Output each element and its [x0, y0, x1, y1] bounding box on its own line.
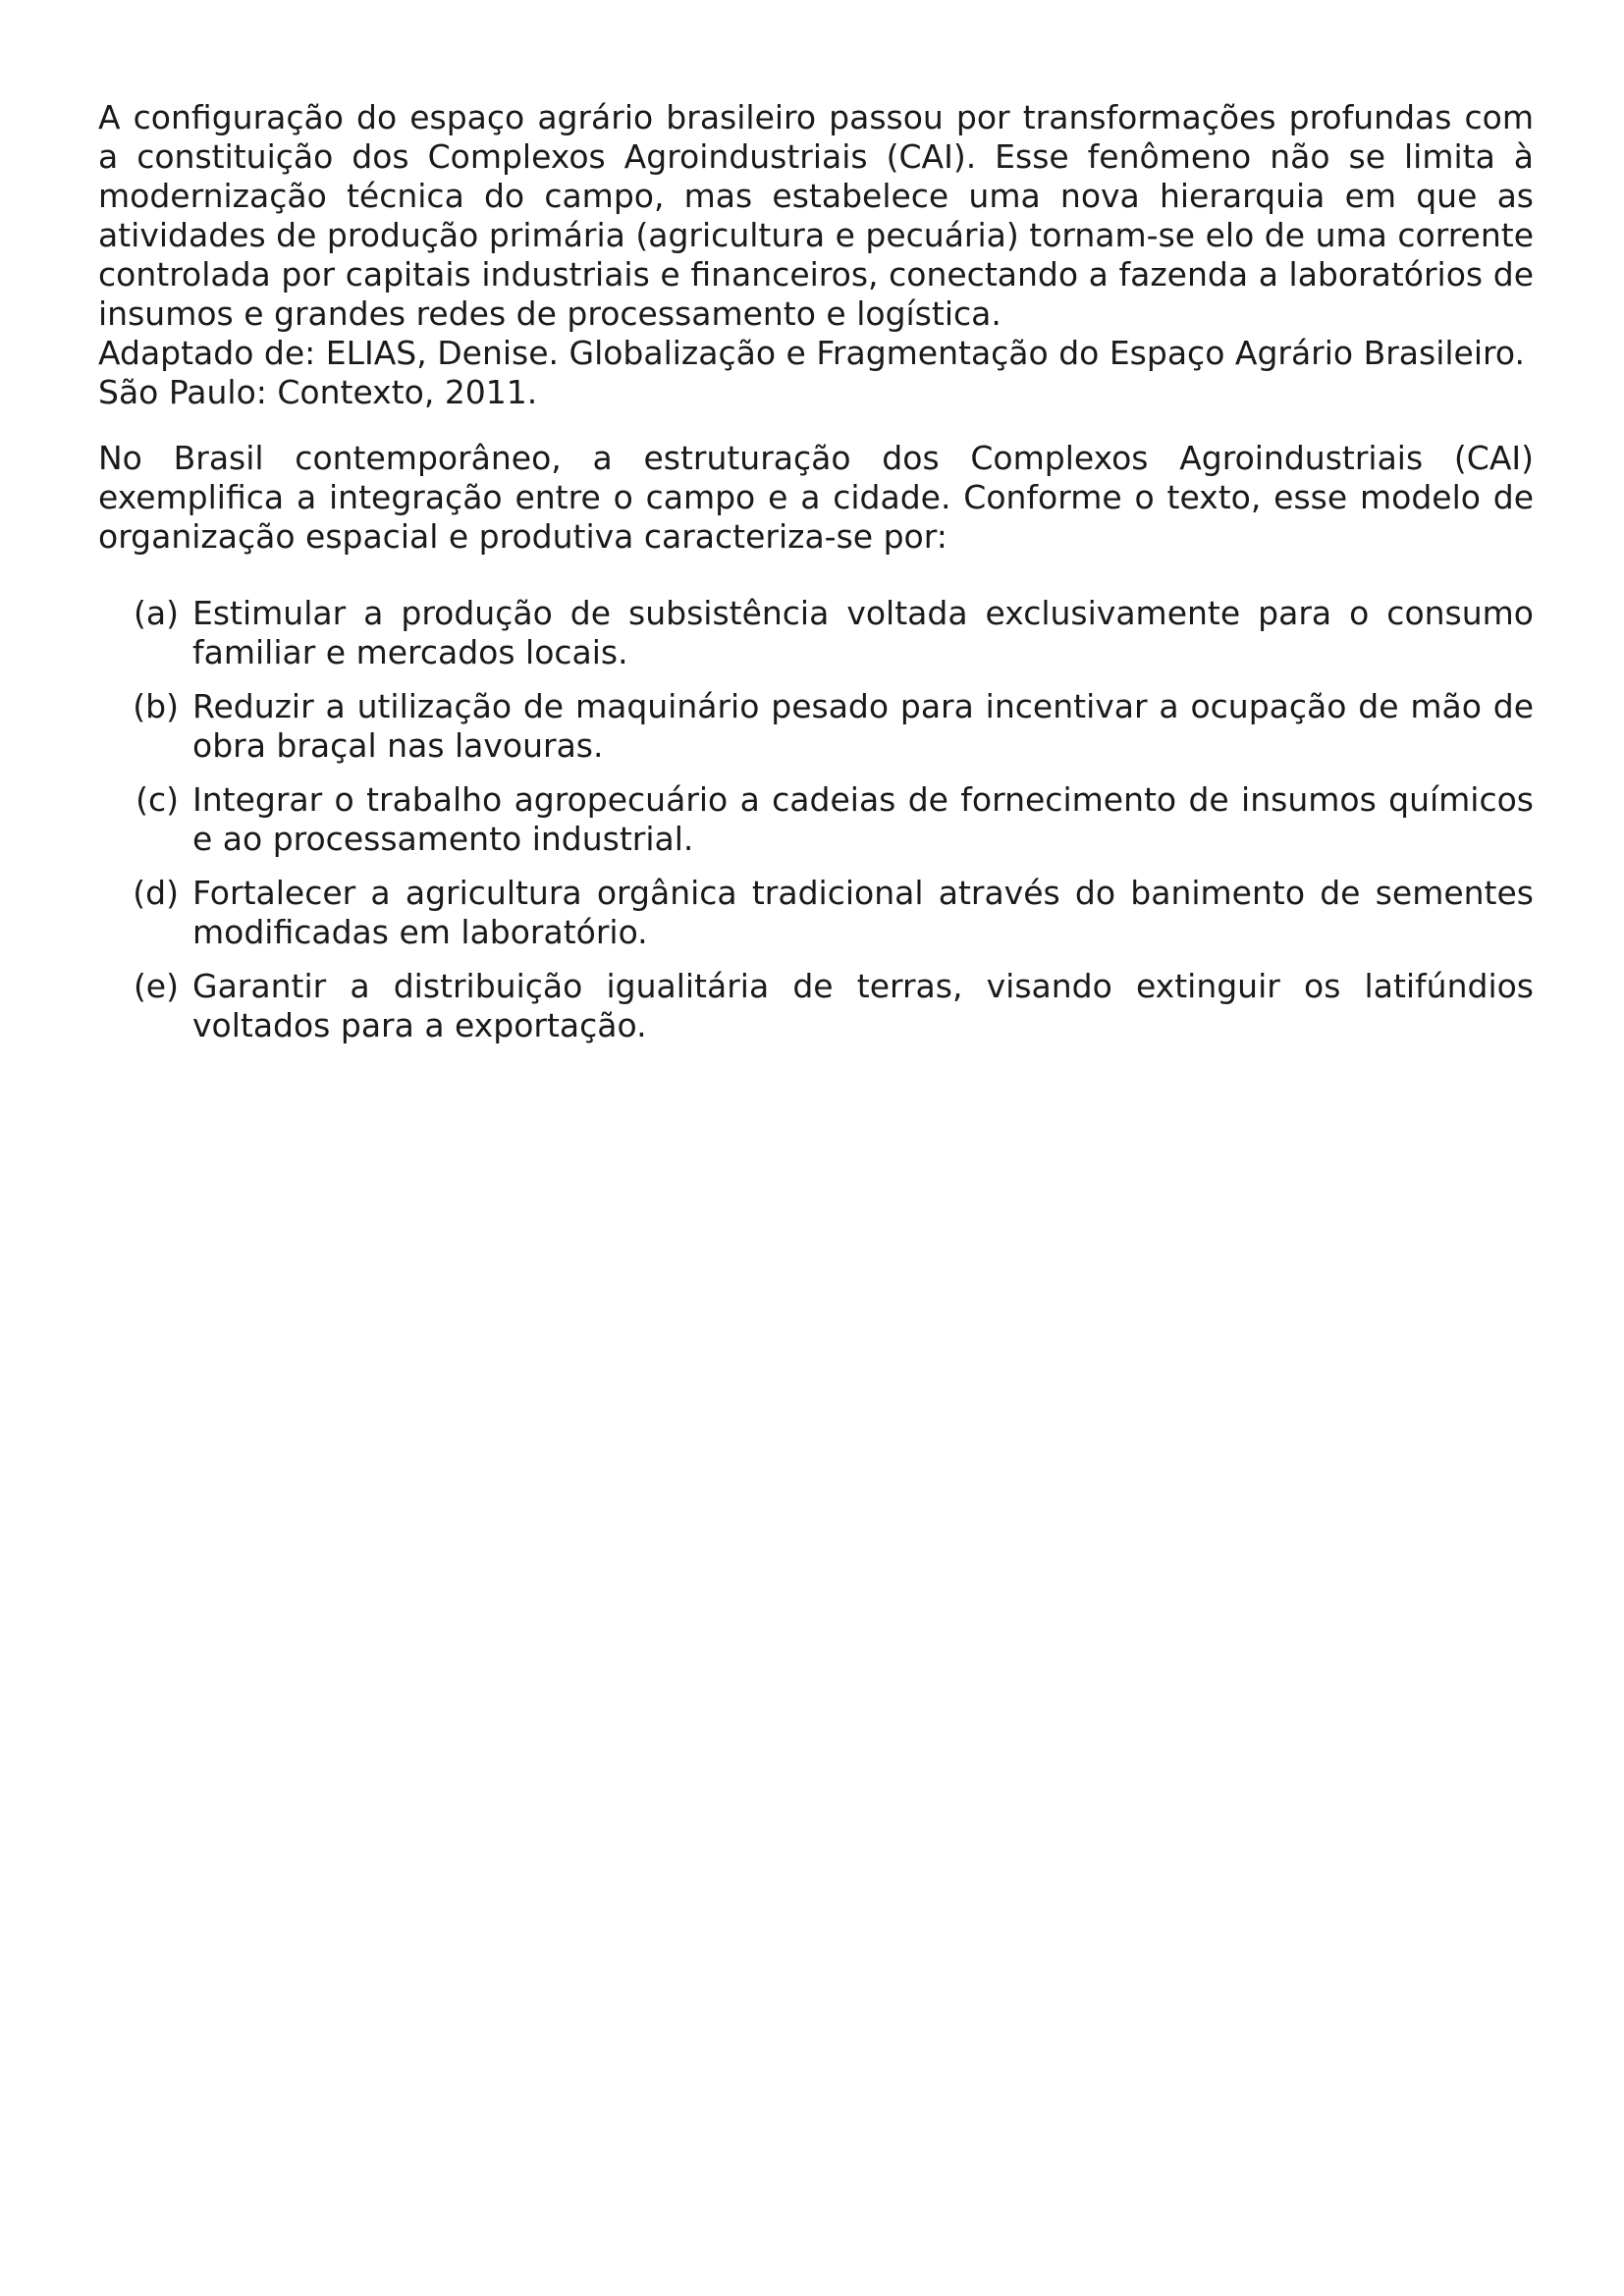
option-text: Garantir a distribuição igualitária de terras, visando extinguir os latifúndios voltados para a exportação. — [192, 967, 1534, 1044]
option-letter: (b) — [133, 687, 179, 725]
option-e[interactable] — [98, 967, 1534, 1045]
option-text: Reduzir a utilização de maquinário pesado para incentivar a ocupação de mão de obra braçal nas lavouras. — [192, 687, 1534, 765]
option-c[interactable] — [98, 780, 1534, 859]
option-letter: (d) — [133, 874, 179, 912]
option-text: Integrar o trabalho agropecuário a cadeias de fornecimento de insumos químicos e ao processamento industrial. — [192, 780, 1534, 858]
option-text: Fortalecer a agricultura orgânica tradicional através do banimento de sementes modificadas em laboratório. — [192, 874, 1534, 951]
document-page — [98, 98, 1534, 1060]
option-b[interactable] — [98, 687, 1534, 766]
option-text: Estimular a produção de subsistência voltada exclusivamente para o consumo familiar e mercados locais. — [192, 594, 1534, 671]
option-letter: (a) — [134, 594, 179, 632]
question-stem: No Brasil contemporâneo, a estruturação dos Complexos Agroindustriais (CAI) exemplifica a integração entre o campo e a cidade. Conforme o texto, esse modelo de organização espacial e produtiva caracteriza-se por: — [98, 439, 1534, 556]
passage-source: Adaptado de: ELIAS, Denise. Globalização e Fragmentação do Espaço Agrário Brasileiro. São Paulo: Contexto, 2011. — [98, 334, 1525, 411]
option-a[interactable] — [98, 594, 1534, 672]
option-d[interactable] — [98, 874, 1534, 952]
option-letter: (e) — [133, 967, 179, 1005]
passage-text: A configuração do espaço agrário brasileiro passou por transformações profundas com a constituição dos Complexos Agroindustriais (CAI). Esse fenômeno não se limita à modernização técnica do campo, mas estabelece uma nova hierarquia em que as atividades de produção primária (agricultura e pecuária) tornam-se elo de uma corrente controlada por capitais industriais e financeiros, conectando a fazenda a laboratórios de insumos e grandes redes de processamento e logística. — [98, 98, 1534, 333]
option-letter: (c) — [135, 780, 179, 819]
options-list — [98, 594, 1534, 1045]
